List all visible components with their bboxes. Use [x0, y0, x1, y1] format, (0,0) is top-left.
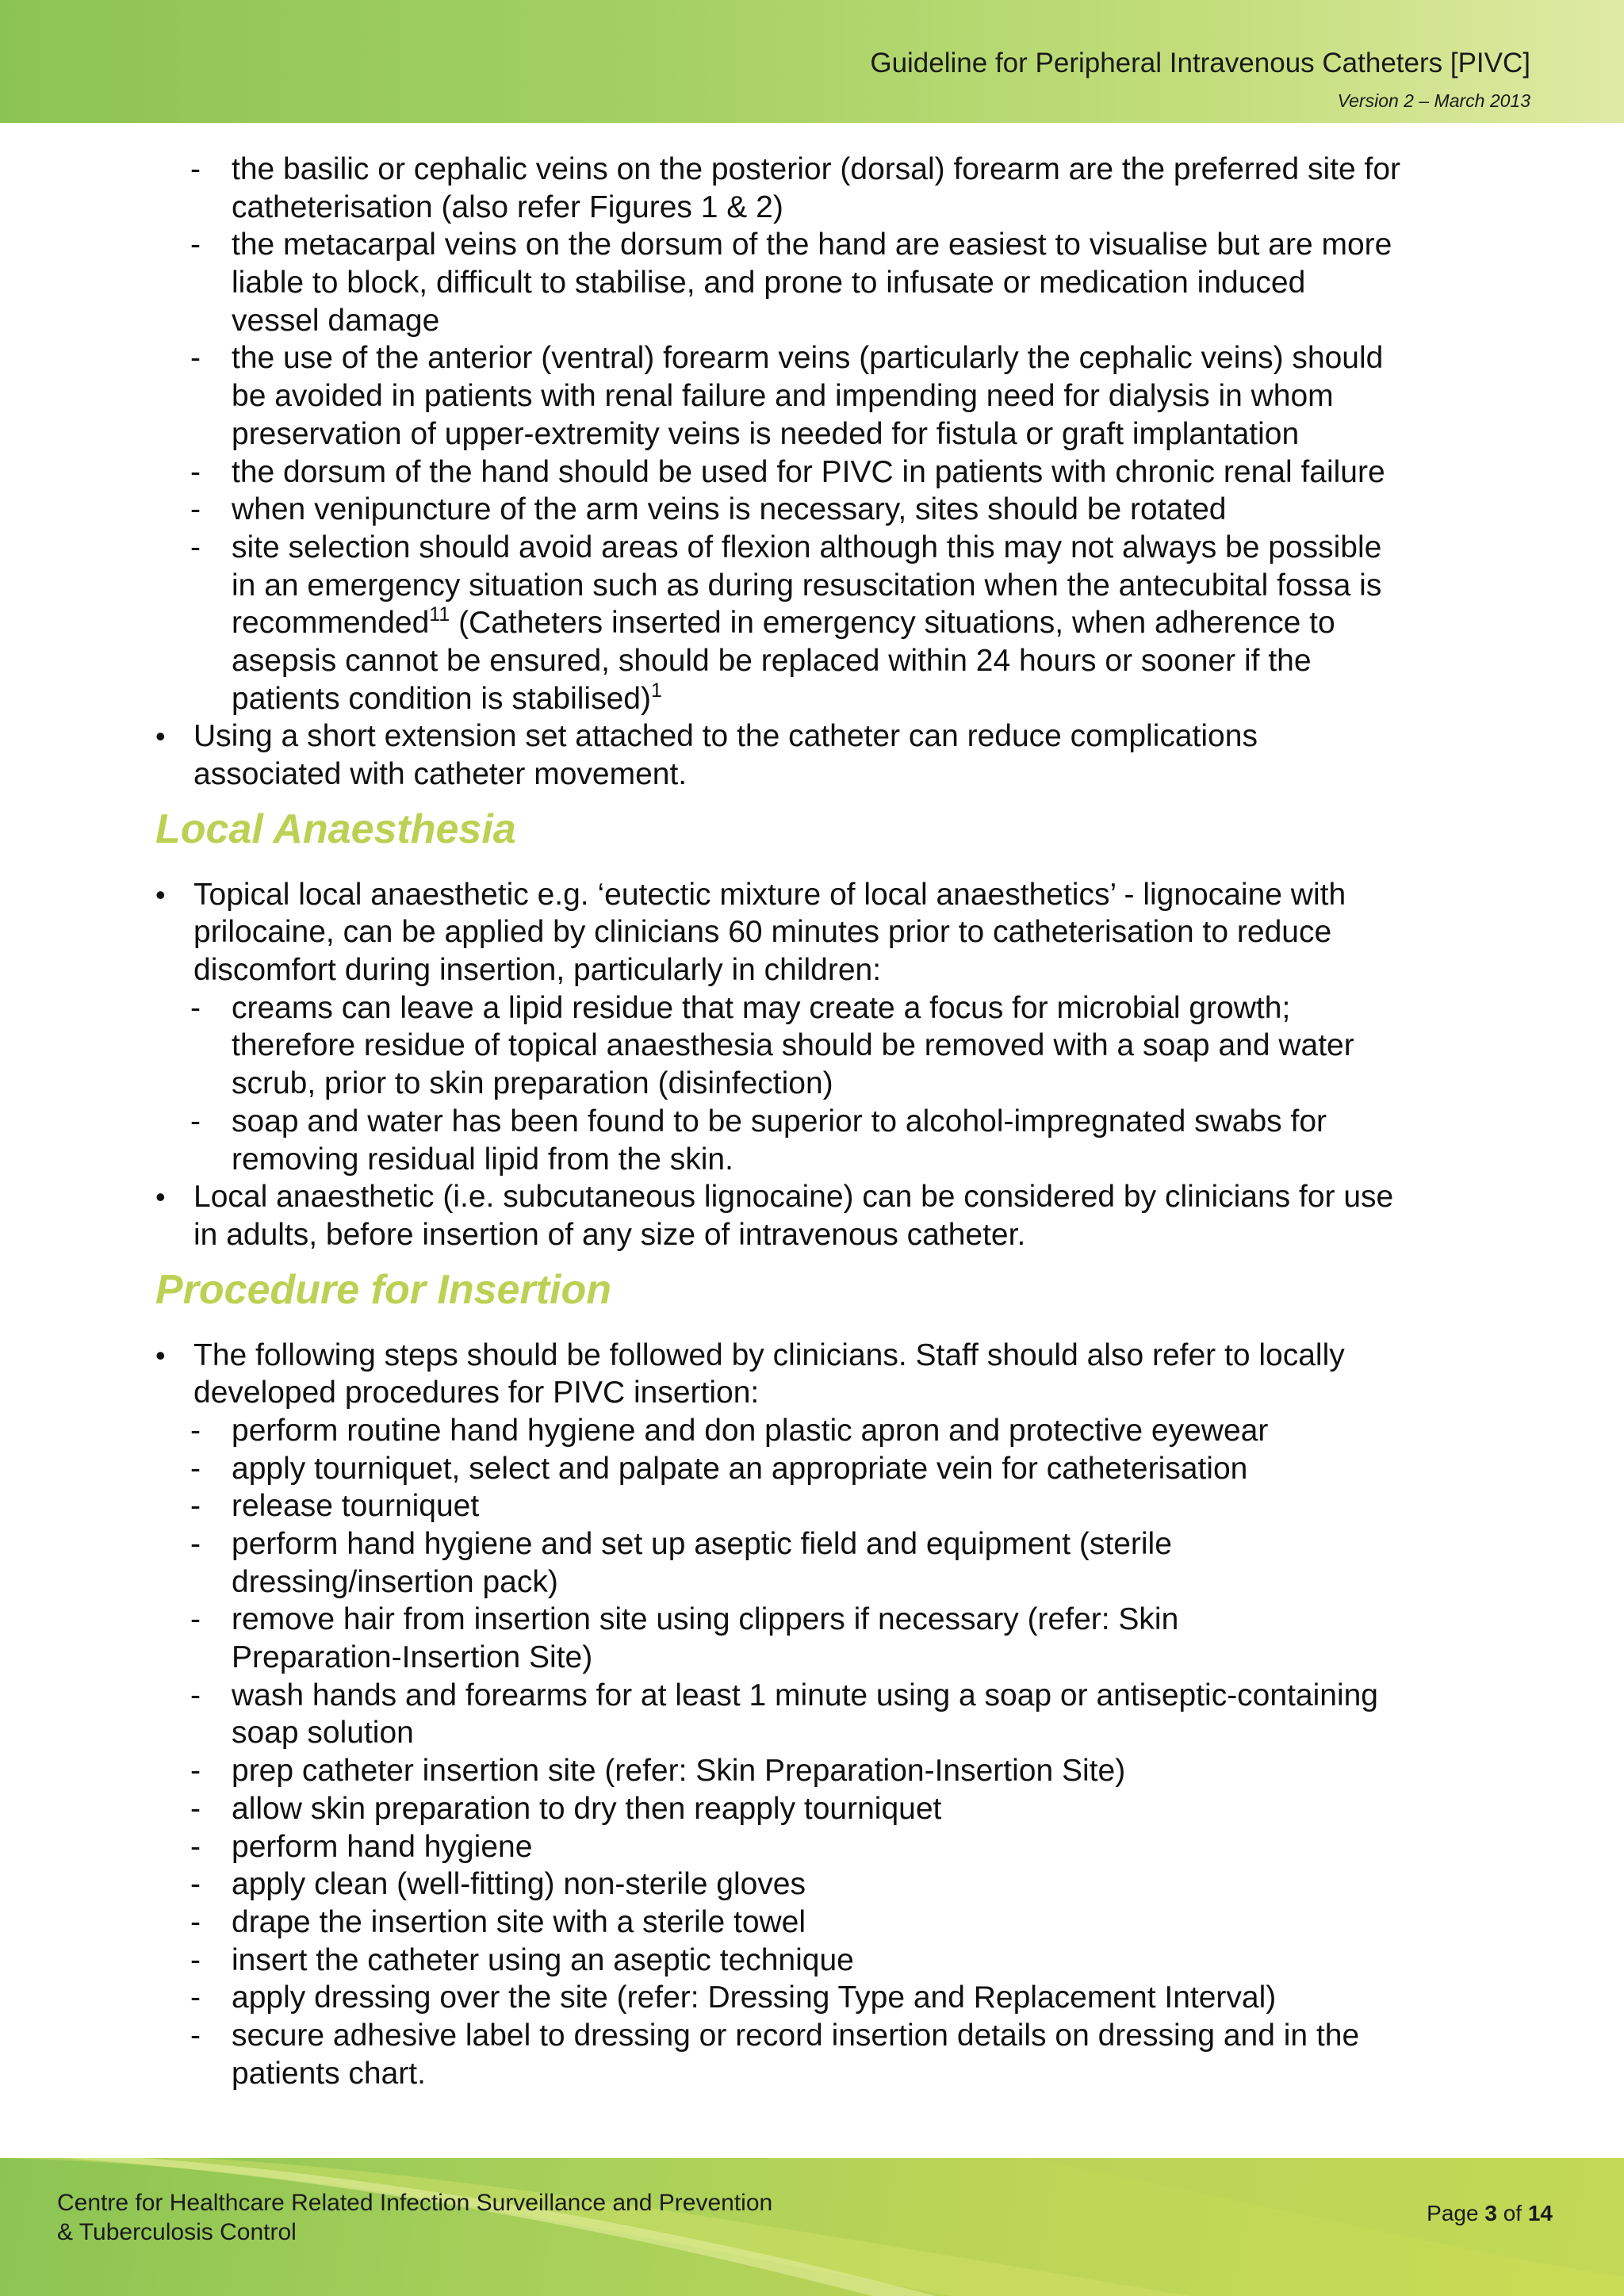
- list-item: - soap and water has been found to be superior to alcohol-impregnated swabs for: [190, 1104, 1327, 1138]
- bullet-item: • The following steps should be followed by clinicians. Staff should also refer to locally: [155, 1337, 1345, 1372]
- document-title: Guideline for Peripheral Intravenous Catheters [PIVC]: [870, 48, 1530, 78]
- section-heading-procedure-for-insertion: Procedure for Insertion: [155, 1266, 611, 1313]
- citation-superscript: 11: [429, 603, 450, 626]
- list-item: - perform hand hygiene: [190, 1829, 533, 1864]
- bullet-item: • Topical local anaesthetic e.g. ‘eutectic mixture of local anaesthetics’ - lignocaine with: [155, 877, 1346, 912]
- list-item: - site selection should avoid areas of flexion although this may not always be possible: [190, 530, 1382, 564]
- list-item: - secure adhesive label to dressing or record insertion details on dressing and in the: [190, 2018, 1360, 2053]
- list-item: - insert the catheter using an aseptic technique: [190, 1942, 854, 1977]
- citation-superscript: 1: [650, 679, 662, 702]
- list-item: - the use of the anterior (ventral) forearm veins (particularly the cephalic veins) should: [190, 341, 1384, 376]
- list-item: - perform hand hygiene and set up aseptic field and equipment (sterile: [190, 1527, 1172, 1561]
- list-item: - the metacarpal veins on the dorsum of the hand are easiest to visualise but are more: [190, 228, 1392, 262]
- list-item: - allow skin preparation to dry then reapply tourniquet: [190, 1791, 942, 1826]
- list-item: - creams can leave a lipid residue that may create a focus for microbial growth;: [190, 990, 1291, 1025]
- list-item: - the basilic or cephalic veins on the posterior (dorsal) forearm are the preferred site for: [190, 152, 1401, 186]
- list-item: - the dorsum of the hand should be used for PIVC in patients with chronic renal failure: [190, 454, 1385, 489]
- footer-organisation: Centre for Healthcare Related Infection Surveillance and Prevention & Tuberculosis Control: [57, 2190, 773, 2245]
- document-version: Version 2 – March 2013: [1337, 90, 1530, 111]
- list-item: - remove hair from insertion site using clippers if necessary (refer: Skin: [190, 1602, 1179, 1637]
- list-item: - apply tourniquet, select and palpate an appropriate vein for catheterisation: [190, 1451, 1248, 1486]
- list-item: - apply clean (well-fitting) non-sterile gloves: [190, 1867, 806, 1902]
- page-body: - the basilic or cephalic veins on the posterior (dorsal) forearm are the preferred site for catheterisation (also refer Figures 1 & 2) - the metacarpal veins on the dorsum of the hand are easiest to visualise but are more liable to block, difficult to stabilise, and prone to infusate or medication induced vessel damage - the use of the anterior (ventral) forearm veins (particularly the cephalic veins) should be avoided in patients with renal failure and impending need for dialysis in whom preservation of upper-extremity veins is needed for fistula or graft implantation - the dorsum of the hand should be used for PIVC in patients with chronic renal failure - when venipuncture of the arm veins is necessary, sites should be rotated - site selection should avoid areas of flexion although this may not always be possible in an emergency situation such as during resuscitation when the antecubital fossa is recommended$^{11}$ (Catheters inserted in emergency situations, when adherence to asepsis cannot be ensured, should be replaced within 24 hours or sooner if the patients condition is stabilised)$^1$ • Using a short extension set attached to the catheter can reduce complications associated with catheter movement. Local Anaesthesia • Topical local anaesthetic e.g. ‘eutectic mixture of local anaesthetics’ - lignocaine with prilocaine, can be applied by clinicians 60 minutes prior to catheterisation to reduce discomfort during insertion, particularly in children: - creams can leave a lipid residue that may create a focus for microbial growth; therefore residue of topical anaesthesia should be removed with a soap and water scrub, prior to skin preparation (disinfection) - soap and water has been found to be superior to alcohol-impregnated swabs for removing residual lipid from the skin. • Local anaesthetic (i.e. subcutaneous lignocaine) can be considered by clinicians for use in adults, before insertion of any size of intravenous catheter. Procedure for Insertion • The following steps should be followed by clinicians. Staff should also refer to locally developed procedures for PIVC insertion: - perform routine hand hygiene and don plastic apron and protective eyewear - apply tourniquet, select and palpate an appropriate vein for catheterisation - release tourniquet - perform hand hygiene and set up aseptic field and equipment (sterile dressing/insertion pack) - remove hair from insertion site using clippers if necessary (refer: Skin Preparation-Insertion Site) - wash hands and forearms for at least 1 minute using a soap or antiseptic-containing soap solution - prep catheter insertion site (refer: Skin Preparation-Insertion Site) - allow skin preparation to dry then reapply tourniquet - perform hand hygiene - apply clean (well-fitting) non-sterile gloves - drape the insertion site with a sterile towel - insert the catheter using an aseptic technique - apply dressing over the site (refer: Dressing Type and Replacement Interval) - secure adhesive label to dressing or record insertion details on dressing and in the patients chart.: [0, 151, 1624, 2092]
- list-item: - when venipuncture of the arm veins is necessary, sites should be rotated: [190, 492, 1227, 527]
- page-header: [0, 0, 1624, 123]
- list-item: - apply dressing over the site (refer: Dressing Type and Replacement Interval): [190, 1980, 1277, 2015]
- bullet-item: • Using a short extension set attached to the catheter can reduce complications: [155, 719, 1258, 754]
- list-item: - wash hands and forearms for at least 1 minute using a soap or antiseptic-containing: [190, 1678, 1378, 1712]
- bullet-item: • Local anaesthetic (i.e. subcutaneous lignocaine) can be considered by clinicians for use: [155, 1180, 1394, 1215]
- list-item: - drape the insertion site with a sterile towel: [190, 1904, 806, 1939]
- section-heading-local-anaesthesia: Local Anaesthesia: [155, 806, 516, 852]
- list-item: - release tourniquet: [190, 1489, 480, 1524]
- page-footer: [0, 2158, 1624, 2296]
- list-item: - prep catheter insertion site (refer: Skin Preparation-Insertion Site): [190, 1754, 1126, 1789]
- page-number: Page 3 of 14: [1427, 2201, 1553, 2225]
- list-item: - perform routine hand hygiene and don plastic apron and protective eyewear: [190, 1413, 1269, 1448]
